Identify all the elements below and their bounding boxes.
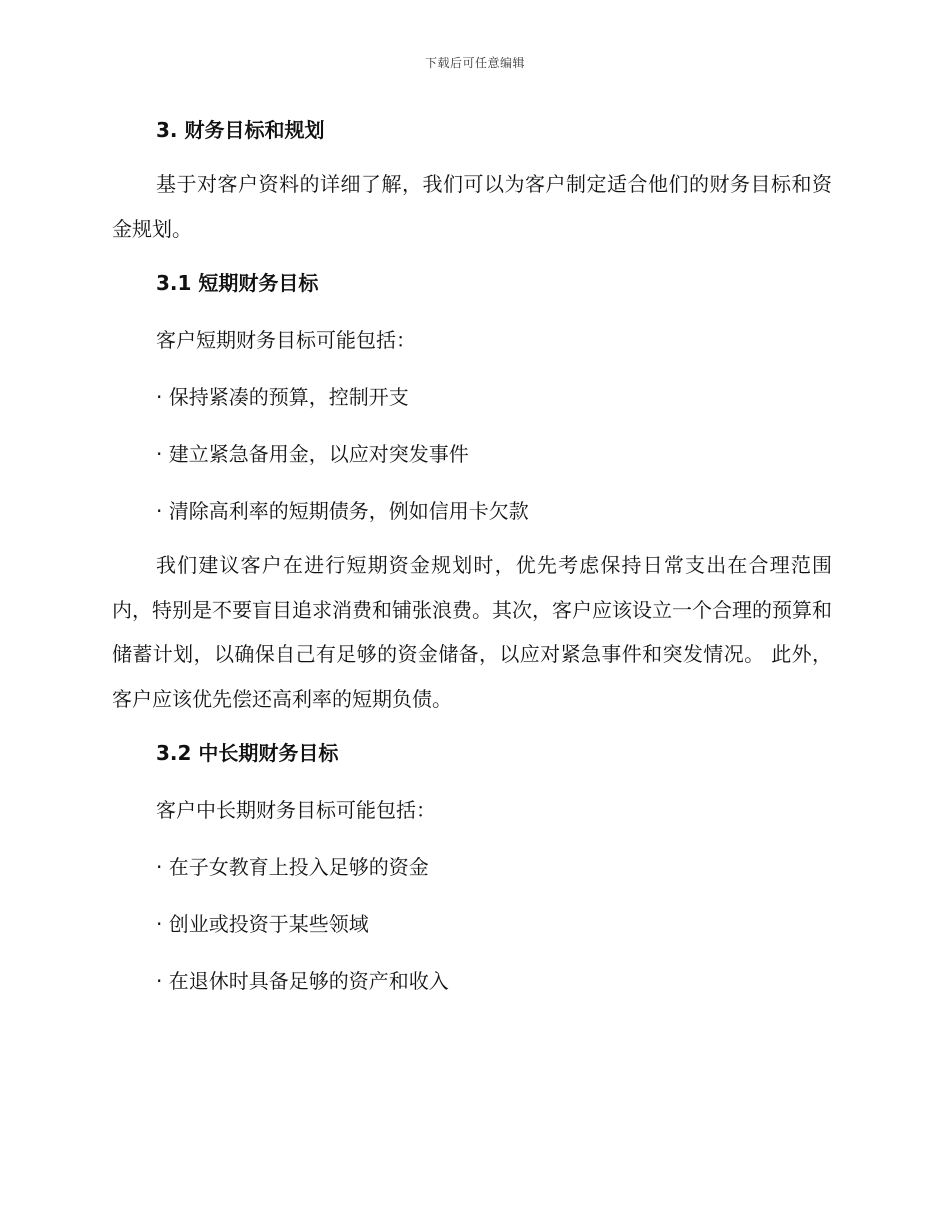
- list-item: · 建立紧急备用金，以应对突发事件: [156, 442, 469, 466]
- page-header-note: 下载后可任意编辑: [424, 56, 525, 70]
- section-3-2-heading: 3.2 中长期财务目标: [156, 741, 339, 765]
- list-item: · 创业或投资于某些领域: [156, 912, 369, 936]
- document-body: [112, 110, 832, 1001]
- list-item: · 保持紧凑的预算，控制开支: [156, 385, 409, 409]
- section-3-heading: 3. 财务目标和规划: [156, 118, 325, 142]
- section-3-1-lead: 客户短期财务目标可能包括：: [156, 328, 416, 352]
- list-item: · 在退休时具备足够的资产和收入: [156, 969, 449, 993]
- section-3-intro: 基于对客户资料的详细了解，我们可以为客户制定适合他们的财务目标和资金规划。: [112, 172, 832, 241]
- list-item: · 在子女教育上投入足够的资金: [156, 855, 429, 879]
- section-3-1-advice: 我们建议客户在进行短期资金规划时，优先考虑保持日常支出在合理范围内，特别是不要盲目追求消费和铺张浪费。其次，客户应该设立一个合理的预算和储蓄计划，以确保自己有足够的资金储备，以应对紧急事件和突发情况。 此外，客户应该优先偿还高利率的短期负债。: [112, 553, 832, 711]
- section-3-1-heading: 3.1 短期财务目标: [156, 271, 319, 295]
- section-3-2-lead: 客户中长期财务目标可能包括：: [156, 798, 436, 822]
- list-item: · 清除高利率的短期债务，例如信用卡欠款: [156, 499, 529, 523]
